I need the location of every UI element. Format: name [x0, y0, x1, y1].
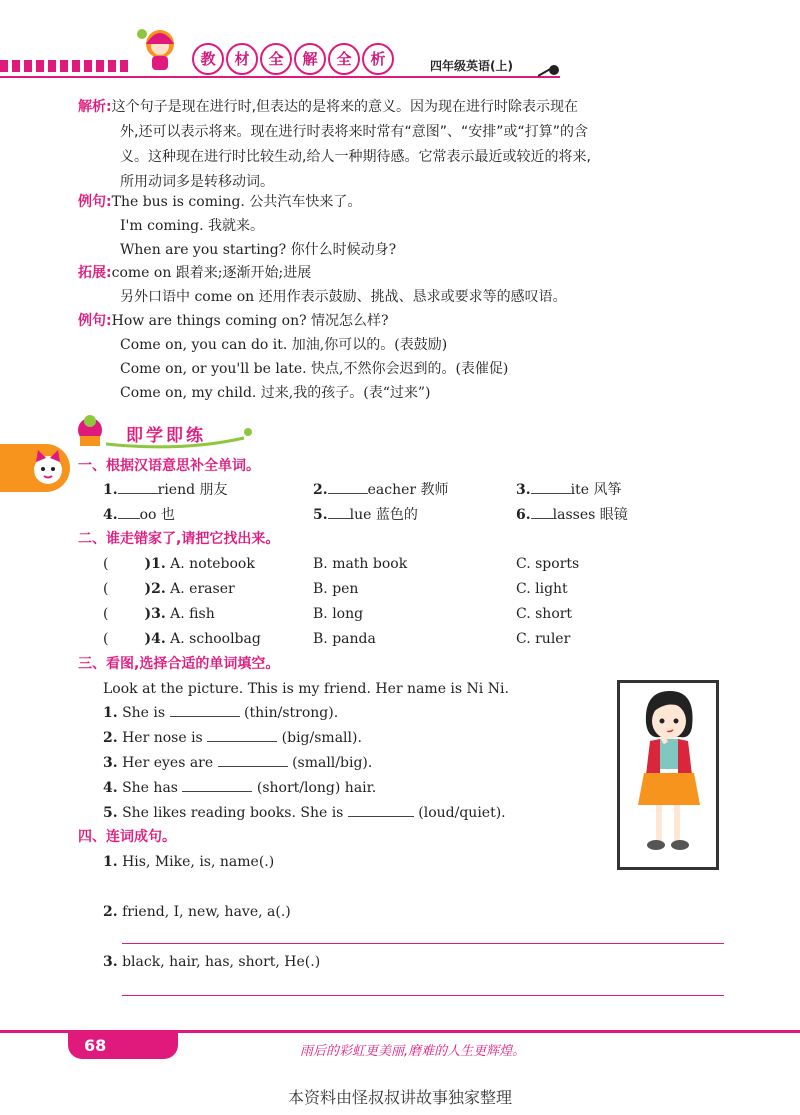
s2-row-2-a: A. eraser: [170, 581, 235, 597]
s1-item-3-num: 3.: [516, 482, 531, 498]
grade-label: 四年级英语(上): [430, 59, 513, 73]
s3-item-2-num: 2.: [103, 730, 118, 746]
s2-row-4-a: A. schoolbag: [170, 631, 261, 647]
s3-intro: Look at the picture. This is my friend. Her name is Ni Ni.: [103, 681, 509, 697]
extend-line-1: come on 跟着来;逐渐开始;进展: [111, 265, 312, 281]
s1-item-6-word: lasses 眼镜: [552, 507, 628, 523]
s3-item-5-text: She likes reading books. She is: [122, 805, 344, 821]
s1-item-3-blank[interactable]: [531, 493, 571, 494]
s2-row-2-b: B. pen: [313, 581, 359, 597]
picture-frame: [617, 680, 719, 870]
footer-motto: 雨后的彩虹更美丽,磨难的人生更辉煌。: [300, 1044, 526, 1059]
header-stripe: [0, 60, 130, 72]
s2-row-4: [103, 627, 261, 651]
s1-item-2-blank[interactable]: [328, 493, 368, 494]
s3-item-4-num: 4.: [103, 780, 118, 796]
s3-item-1-num: 1.: [103, 705, 118, 721]
s2-row-1-c: C. sports: [516, 556, 580, 572]
s3-item-3-blank[interactable]: [218, 766, 288, 767]
s1-item-5-word: lue 蓝色的: [349, 507, 418, 523]
section-2-title: 二、谁走错家了,请把它找出来。: [78, 531, 280, 547]
s2-row-4-c: C. ruler: [516, 631, 571, 647]
pen-icon: [538, 62, 562, 78]
s1-item-5-blank[interactable]: [328, 518, 350, 519]
mascot-girl-icon: [130, 24, 188, 76]
s3-item-2-options: (big/small).: [281, 730, 362, 746]
s2-row-4-paren[interactable]: (: [103, 631, 109, 647]
s1-item-4-word: oo 也: [139, 507, 175, 523]
s4-item-3-num: 3.: [103, 954, 118, 970]
s2-row-3-c: C. short: [516, 606, 573, 622]
s2-row-1-num: )1.: [144, 556, 166, 572]
s3-item-3-options: (small/big).: [292, 755, 373, 771]
s2-row-4-num: )4.: [144, 631, 166, 647]
header-badge-2: 材: [226, 43, 258, 75]
s3-item-4-text: She has: [122, 780, 178, 796]
header-badge-1: 教: [192, 43, 224, 75]
example2-line-1: How are things coming on? 情况怎么样?: [111, 313, 389, 329]
label-example-2: 例句: [78, 313, 106, 329]
s2-row-1: [103, 552, 255, 576]
s3-item-5-blank[interactable]: [348, 816, 414, 817]
s2-row-3-paren[interactable]: (: [103, 606, 109, 622]
s1-item-5-num: 5.: [313, 507, 328, 523]
s3-item-3-text: Her eyes are: [122, 755, 214, 771]
label-jiexi: 解析: [78, 99, 106, 115]
s3-item-1-options: (thin/strong).: [244, 705, 339, 721]
s2-row-3-b: B. long: [313, 606, 364, 622]
s1-item-3-word: ite 风筝: [570, 482, 622, 498]
jiexi-line-2: 外,还可以表示将来。现在进行时表将来时常有“意图”、“安排”或“打算”的含: [120, 124, 588, 140]
s1-item-4-blank[interactable]: [118, 518, 140, 519]
s3-item-2-text: Her nose is: [122, 730, 203, 746]
s3-item-5-options: (loud/quiet).: [418, 805, 506, 821]
practice-title: 即学即练: [126, 426, 206, 446]
s4-item-1-num: 1.: [103, 854, 118, 870]
s3-item-2-blank[interactable]: [207, 741, 277, 742]
s3-item-1-blank[interactable]: [170, 716, 240, 717]
section-3-title: 三、看图,选择合适的单词填空。: [78, 656, 280, 672]
jiexi-line-1: 这个句子是现在进行时,但表达的是将来的意义。因为现在进行时除表示现在: [111, 99, 579, 115]
s1-item-6-num: 6.: [516, 507, 531, 523]
s2-row-3: [103, 602, 215, 626]
s2-row-2-paren[interactable]: (: [103, 581, 109, 597]
example2-line-3: Come on, or you'll be late. 快点,不然你会迟到的。(表催促): [120, 361, 509, 377]
s3-item-4-options: (short/long) hair.: [256, 780, 377, 796]
s2-row-2-c: C. light: [516, 581, 568, 597]
label-example-1: 例句: [78, 194, 106, 210]
s2-row-2: [103, 577, 235, 601]
example2-line-4: Come on, my child. 过来,我的孩子。(表“过来”): [120, 385, 431, 401]
footer-credit: 本资料由怪叔叔讲故事独家整理: [287, 1088, 512, 1107]
s4-item-2-words: friend, I, new, have, a(.): [122, 904, 291, 920]
s4-answer-line-2[interactable]: [122, 943, 724, 944]
s3-item-1-text: She is: [122, 705, 166, 721]
example2-line-2: Come on, you can do it. 加油,你可以的。(表鼓励): [120, 337, 448, 353]
s4-item-2-num: 2.: [103, 904, 118, 920]
s2-row-3-num: )3.: [144, 606, 166, 622]
s1-item-6-blank[interactable]: [531, 518, 553, 519]
s1-item-1-blank[interactable]: [118, 493, 158, 494]
label-extend: 拓展: [78, 265, 106, 281]
s4-item-3-words: black, hair, has, short, He(.): [122, 954, 321, 970]
header-badge-3: 全: [260, 43, 292, 75]
jiexi-line-4: 所用动词多是转移动词。: [120, 174, 274, 190]
s2-row-1-a: A. notebook: [170, 556, 255, 572]
s3-item-3-num: 3.: [103, 755, 118, 771]
s2-row-1-b: B. math book: [313, 556, 408, 572]
header-badge-4: 解: [294, 43, 326, 75]
s1-item-2-word: eacher 教师: [367, 482, 449, 498]
page-number: 68: [84, 1036, 107, 1055]
example1-line-2: I'm coming. 我就来。: [120, 218, 265, 234]
header-badge-5: 全: [328, 43, 360, 75]
s1-item-2-num: 2.: [313, 482, 328, 498]
s1-item-4-num: 4.: [103, 507, 118, 523]
example1-line-1: The bus is coming. 公共汽车快来了。: [111, 194, 362, 210]
s3-item-5-num: 5.: [103, 805, 118, 821]
s1-item-1-num: 1.: [103, 482, 118, 498]
s2-row-4-b: B. panda: [313, 631, 376, 647]
s2-row-2-num: )2.: [144, 581, 166, 597]
s3-item-4-blank[interactable]: [182, 791, 252, 792]
extend-line-2: 另外口语中 come on 还用作表示鼓励、挑战、恳求或要求等的感叹语。: [120, 289, 567, 305]
jiexi-line-3: 义。这种现在进行时比较生动,给人一种期待感。它常表示最近或较近的将来,: [120, 149, 591, 165]
section-4-title: 四、连词成句。: [78, 829, 176, 845]
s2-row-3-a: A. fish: [170, 606, 215, 622]
cat-mascot-icon: [30, 448, 66, 488]
example1-line-3: When are you starting? 你什么时候动身?: [120, 242, 397, 258]
section-1-title: 一、根据汉语意思补全单词。: [78, 458, 260, 474]
s4-item-1-words: His, Mike, is, name(.): [122, 854, 275, 870]
girl-picture-icon: [620, 683, 716, 867]
s4-answer-line-3[interactable]: [122, 995, 724, 996]
header-rule: [0, 76, 560, 78]
header-badge-6: 析: [362, 43, 394, 75]
s2-row-1-paren[interactable]: (: [103, 556, 109, 572]
s1-item-1-word: riend 朋友: [157, 482, 228, 498]
